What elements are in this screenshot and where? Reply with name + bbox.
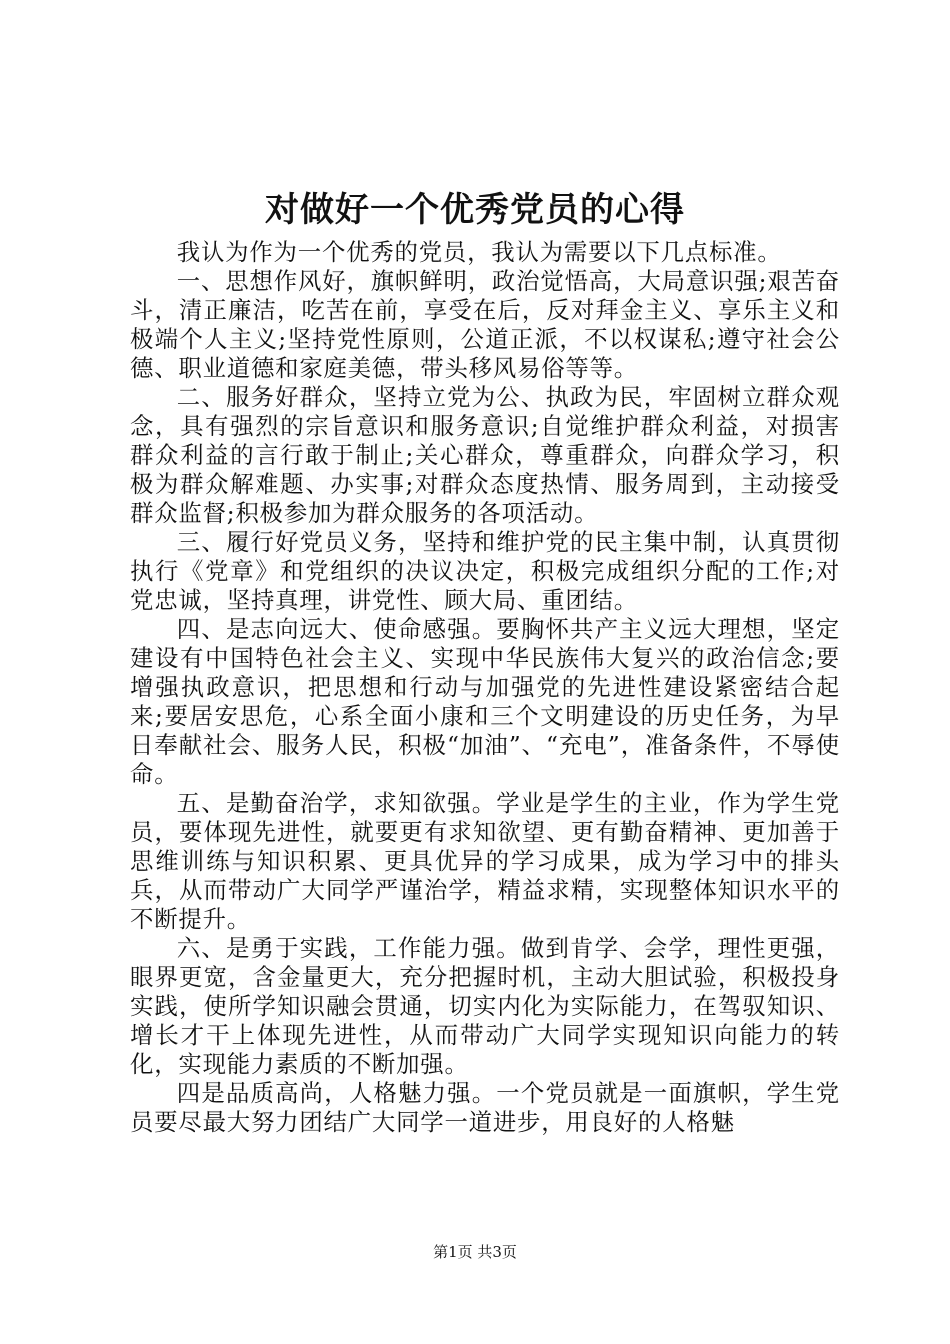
paragraph-intro: 我认为作为一个优秀的党员，我认为需要以下几点标准。	[176, 238, 782, 266]
paragraph-5: 五、是勤奋治学，求知欲强。学业是学生的主业，作为学生党员，要体现先进性，就要更有求知欲望、更有勤奋精神、更加善于思维训练与知识积累、更具优异的学习成果，成为学习中的排头兵，从而带动广大同学严谨治学，精益求精，实现整体知识水平的不断提升。	[130, 789, 840, 933]
paragraph-4: 四、是志向远大、使命感强。要胸怀共产主义远大理想，坚定建设有中国特色社会主义、实现中华民族伟大复兴的政治信念;要增强执政意识，把思想和行动与加强党的先进性建设紧密结合起来;要居安思危，心系全面小康和三个文明建设的历史任务，为早日奉献社会、服务人民，积极“加油”、“充电”，准备条件，不辱使命。	[130, 615, 840, 788]
paragraph-6: 六、是勇于实践，工作能力强。做到肯学、会学，理性更强，眼界更宽，含金量更大，充分把握时机，主动大胆试验，积极投身实践，使所学知识融会贯通，切实内化为实际能力，在驾驭知识、增长才干上体现先进性，从而带动广大同学实现知识向能力的转化，实现能力素质的不断加强。	[130, 934, 840, 1078]
page-number-footer: 第1页 共3页	[433, 1243, 517, 1261]
paragraph-2: 二、服务好群众，坚持立党为公、执政为民，牢固树立群众观念，具有强烈的宗旨意识和服务意识;自觉维护群众利益，对损害群众利益的言行敢于制止;关心群众，尊重群众，向群众学习，积极为群众解难题、办实事;对群众态度热情、服务周到，主动接受群众监督;积极参加为群众服务的各项活动。	[130, 383, 840, 527]
document-body	[130, 238, 840, 1137]
document-title: 对做好一个优秀党员的心得	[265, 190, 685, 230]
paragraph-1: 一、思想作风好，旗帜鲜明，政治觉悟高，大局意识强;艰苦奋斗，清正廉洁，吃苦在前，享受在后，反对拜金主义、享乐主义和极端个人主义;坚持党性原则，公道正派，不以权谋私;遵守社会公德、职业道德和家庭美德，带头移风易俗等等。	[130, 267, 840, 382]
paragraph-7: 四是品质高尚，人格魅力强。一个党员就是一面旗帜，学生党员要尽最大努力团结广大同学一道进步，用良好的人格魅	[130, 1079, 840, 1136]
paragraph-3: 三、履行好党员义务，坚持和维护党的民主集中制，认真贯彻执行《党章》和党组织的决议决定，积极完成组织分配的工作;对党忠诚，坚持真理，讲党性、顾大局、重团结。	[130, 528, 840, 614]
